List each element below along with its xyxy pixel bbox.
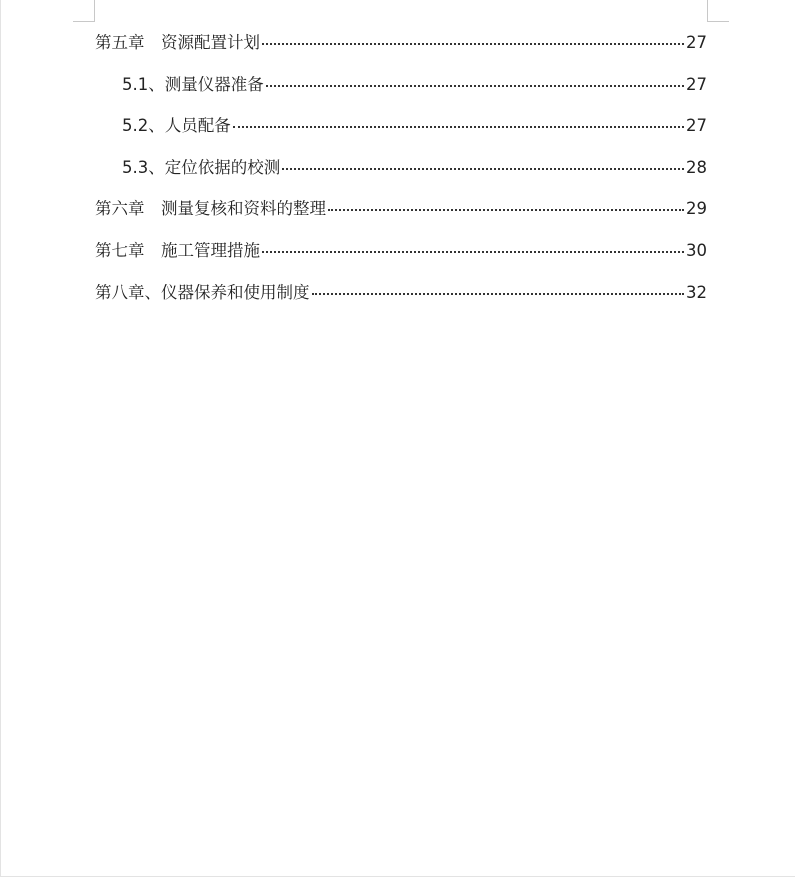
toc-page-number: 29 (686, 199, 707, 219)
toc-page-number: 32 (686, 282, 707, 302)
toc-entry-label: 5.1、测量仪器准备 (122, 74, 264, 94)
toc-dot-leader (328, 208, 684, 211)
toc-entry[interactable] (95, 71, 707, 113)
toc-entry[interactable] (95, 195, 707, 237)
toc-entry[interactable] (95, 154, 707, 196)
toc-dot-leader (282, 167, 684, 170)
toc-page-number: 27 (686, 74, 707, 94)
toc-entry-label: 第五章 资源配置计划 (95, 33, 260, 52)
toc-entry[interactable] (95, 237, 707, 279)
toc-entry[interactable] (95, 279, 707, 321)
toc-dot-leader (266, 84, 684, 87)
toc-page-number: 30 (686, 240, 707, 260)
toc-dot-leader (312, 292, 685, 295)
table-of-contents (95, 29, 707, 320)
toc-page-number: 27 (686, 33, 707, 52)
toc-entry[interactable] (95, 29, 707, 71)
toc-page-number: 27 (686, 116, 707, 136)
toc-dot-leader (262, 250, 684, 253)
toc-entry-label: 第七章 施工管理措施 (95, 240, 260, 260)
toc-dot-leader (233, 125, 684, 128)
margin-corner-mark-top-right (707, 0, 729, 22)
toc-page-number: 28 (686, 157, 707, 177)
toc-dot-leader (262, 42, 684, 45)
margin-corner-mark-top-left (73, 0, 95, 22)
toc-entry[interactable] (95, 112, 707, 154)
toc-entry-label: 5.2、人员配备 (122, 116, 231, 136)
toc-entry-label: 第六章 测量复核和资料的整理 (95, 199, 326, 219)
toc-entry-label: 第八章、仪器保养和使用制度 (95, 282, 310, 302)
toc-entry-label: 5.3、定位依据的校测 (122, 157, 281, 177)
